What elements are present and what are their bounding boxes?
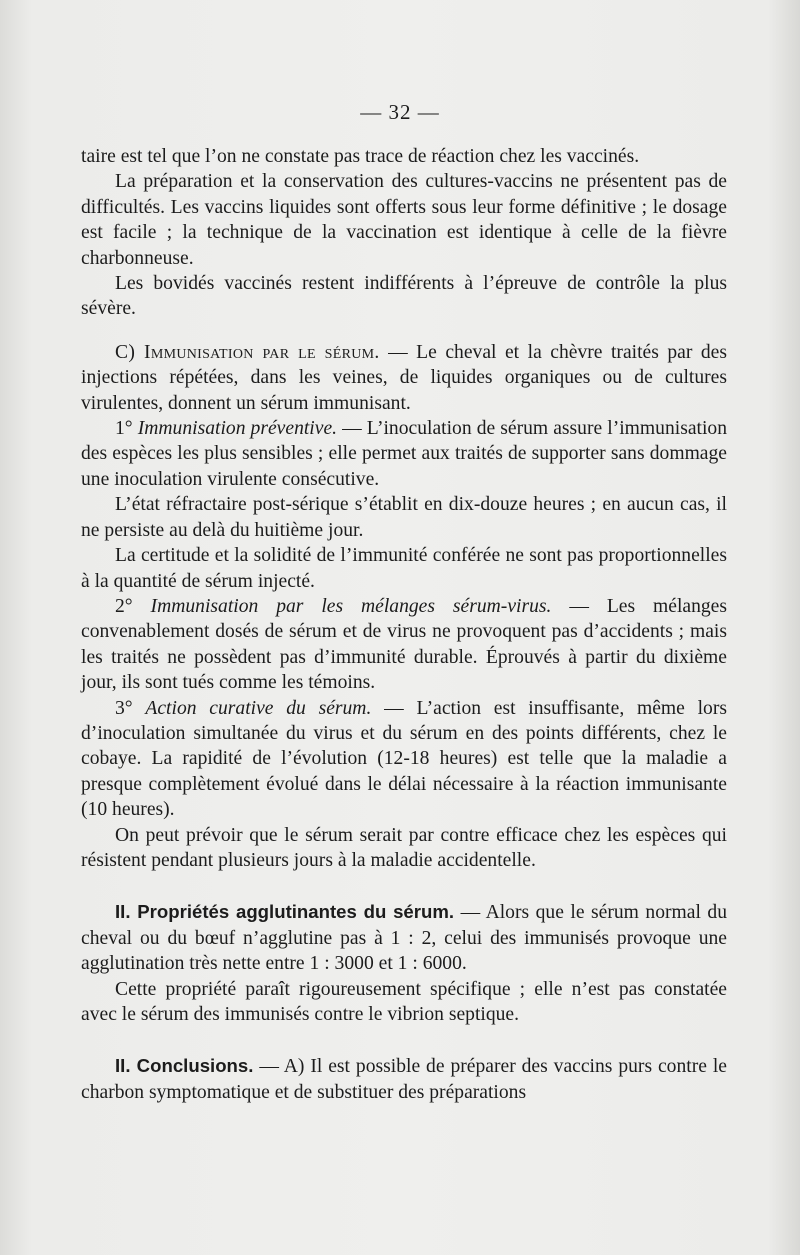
paragraph: La certitude et la solidité de l’immunité conférée ne sont pas proportionnelles à la quantité de sérum injecté. xyxy=(81,545,727,592)
item-number: 1° xyxy=(115,418,138,440)
paragraph-item-3 xyxy=(81,696,727,823)
body-text xyxy=(81,144,727,1105)
paragraph: La préparation et la conservation des cultures-vaccins ne présentent pas de difficultés. Les vaccins liquides sont offerts sous leur forme définitive ; le dosage est facile ; la technique de la vaccination est identique à celle de la fièvre charbonneuse. xyxy=(81,171,727,269)
item-label: Immunisation préventive. xyxy=(137,418,338,440)
item-text: — L’action est insuffisante, même lors d’inoculation simultanée du virus et du sérum en des points différents, chez le cobaye. La rapidité de l’évolution (12-18 heures) est telle que la maladie a presque complètement évolué dans le délai nécessaire à la réaction immunisante (10 heures). xyxy=(81,697,728,821)
item-number: 3° xyxy=(115,697,146,719)
paragraph: taire est tel que l’on ne constate pas trace de réaction chez les vaccinés. xyxy=(81,146,640,167)
paragraph: Les bovidés vaccinés restent indifférents à l’épreuve de contrôle la plus sévère. xyxy=(81,273,727,320)
section-heading: II. Propriétés agglutinantes du sérum. xyxy=(115,901,455,923)
paragraph-item-2 xyxy=(81,594,727,696)
conclusions-heading: II. Conclusions. xyxy=(115,1055,254,1077)
paragraph-section-c xyxy=(81,340,727,416)
paragraph: L’état réfractaire post-sérique s’établit en dix-douze heures ; en aucun cas, il ne persiste au delà du huitième jour. xyxy=(81,494,727,541)
item-label: Action curative du sérum. xyxy=(145,697,372,719)
paragraph-conclusions xyxy=(81,1053,727,1105)
section-c-label: C) Immunisation par le sérum. xyxy=(115,341,380,363)
paragraph: On peut prévoir que le sérum serait par contre efficace chez les espèces qui résistent pendant plusieurs jours à la maladie accidentelle. xyxy=(81,824,727,871)
paragraph-item-1 xyxy=(81,416,727,492)
page-number: — 32 — xyxy=(360,100,440,124)
section-text: — Alors que le sérum normal du cheval ou du bœuf n’agglutine pas à 1 : 2, celui des immunisés provoque une agglutination très nette entre 1 : 3000 et 1 : 6000. xyxy=(81,902,727,975)
item-label: Immunisation par les mélanges sérum-virus. xyxy=(150,595,552,617)
conclusions-text: — A) Il est possible de préparer des vaccins purs contre le charbon symptomatique et de substituer des préparations xyxy=(81,1056,727,1103)
item-text: — L’inoculation de sérum assure l’immunisation des espèces les plus sensibles ; elle permet aux traités de supporter sans dommage une inoculation virulente consécutive. xyxy=(81,418,727,490)
paragraph-section-ii xyxy=(81,899,727,976)
item-text: — Les mélanges convenablement dosés de sérum et de virus ne provoquent pas d’accidents ; mais les traités ne possèdent pas d’immunité durable. Éprouvés à partir du dixième jour, ils sont tués comme les témoins. xyxy=(81,595,728,694)
section-c-text: — Le cheval et la chèvre traités par des injections répétées, dans les veines, de liquides organiques ou de cultures virulentes, donnent un sérum immunisant. xyxy=(81,341,727,414)
paragraph: Cette propriété paraît rigoureusement spécifique ; elle n’est pas constatée avec le sérum des immunisés contre le vibrion septique. xyxy=(81,978,727,1025)
item-number: 2° xyxy=(115,595,151,617)
